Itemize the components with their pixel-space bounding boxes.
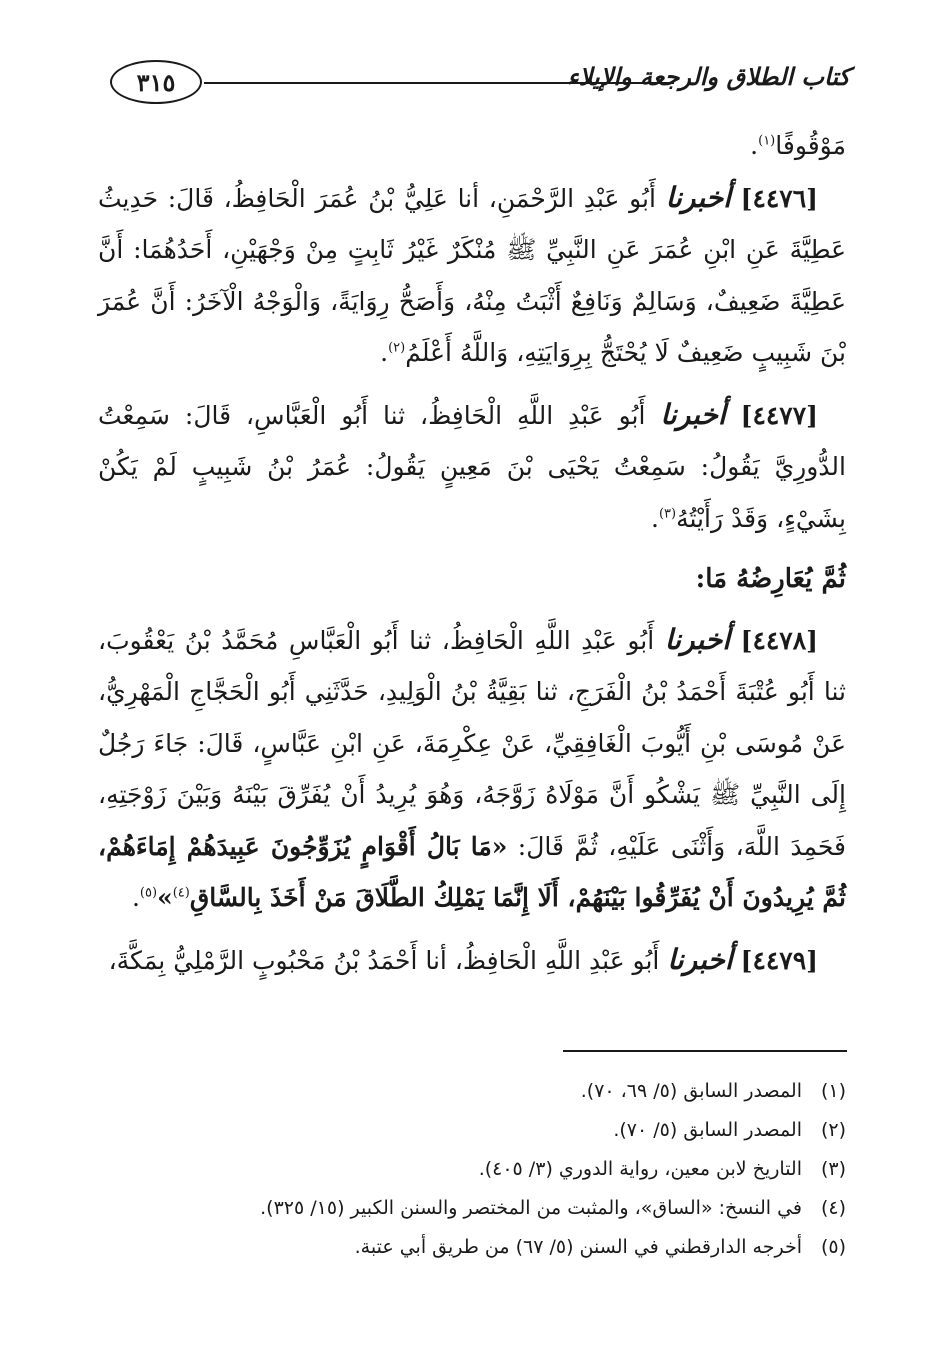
akhbarana-label: أخبرنا	[664, 622, 731, 656]
footnote-divider	[563, 1050, 847, 1052]
section-subheading: ثُمَّ يُعَارِضُهُ مَا:	[695, 564, 846, 594]
footnotes	[98, 1072, 846, 1267]
footnote-item	[98, 1072, 846, 1111]
akhbarana-label: أخبرنا	[660, 397, 726, 431]
hadith-number: [٤٤٧٨]	[740, 625, 819, 655]
footnote-text: التاريخ لابن معين، رواية الدوري (٣/ ٤٠٥).	[478, 1158, 802, 1180]
footnote-number: (٤)	[820, 1197, 846, 1219]
footnote-ref: (٣)	[658, 506, 677, 522]
akhbarana-label: أخبرنا	[665, 180, 731, 214]
hadith-4477: [٤٤٧٧] أخبرنا أَبُو عَبْدِ اللَّهِ الْحَافِظُ، ثنا أَبُو الْعَبَّاسِ، قَالَ: سَمِعْتُ الدُّورِيَّ يَقُولُ: سَمِعْتُ يَحْيَى بْنَ مَعِينٍ يَقُولُ: عُمَرُ بْنُ شَبِيبٍ لَمْ يَكُنْ بِشَيْءٍ، وَقَدْ رَأَيْتُهُ$^{(٣)}$.	[98, 397, 846, 533]
footnote-ref: (٢)	[388, 340, 406, 356]
book-title: كتاب الطلاق والرجعة والإيلاء	[567, 62, 850, 91]
hadith-text: أَبُو عَبْدِ اللَّهِ الْحَافِظُ، ثنا أَبُو الْعَبَّاسِ مُحَمَّدُ بْنُ يَعْقُوبَ، ثنا أَبُو عُتْبَةَ أَحْمَدُ بْنُ الْفَرَجِ، ثنا بَقِيَّةُ بْنُ الْوَلِيدِ، حَدَّثَنِي أَبُو الْحَجَّاجِ الْمَهْرِيُّ، عَنْ مُوسَى بْنِ أَيُّوبَ الْغَافِقِيِّ، عَنْ عِكْرِمَةَ، عَنِ ابْنِ عَبَّاسٍ، قَالَ: جَاءَ رَجُلٌ إِلَى النَّبِيِّ ﷺ يَشْكُو أَنَّ مَوْلَاهُ زَوَّجَهُ، وَهُوَ يُرِيدُ أَنْ يُفَرِّقَ بَيْنَهُ وَبَيْنَ زَوْجَتِهِ، فَحَمِدَ اللَّهَ، وَأَثْنَى عَلَيْهِ، ثُمَّ قَالَ:	[98, 625, 846, 861]
prophetic-quote: «مَا بَالُ أَقْوَامٍ يُزَوِّجُونَ عَبِيدَهُمْ إِمَاءَهُمْ، ثُمَّ يُرِيدُونَ أَنْ يُفَرِّقُوا بَيْنَهُمْ، أَلَا إِنَّمَا يَمْلِكُ الطَّلَاقَ مَنْ أَخَذَ بِالسَّاقِ	[98, 831, 846, 912]
hadith-number: [٤٤٧٦]	[740, 183, 818, 213]
footnote-item	[98, 1228, 846, 1267]
footnote-number: (١)	[820, 1080, 846, 1102]
footnote-item	[98, 1111, 846, 1150]
paragraph-continuation: مَوْقُوفًا$^{(١)}$.	[750, 131, 846, 160]
hadith-text: أَبُو عَبْدِ اللَّهِ الْحَافِظُ، أنا أَحْمَدُ بْنُ مَحْبُوبٍ الرَّمْلِيُّ بِمَكَّةَ،	[108, 945, 660, 975]
page-header	[110, 58, 850, 106]
footnote-text: المصدر السابق (٥/ ٦٩، ٧٠).	[580, 1080, 802, 1102]
hadith-text: أَبُو عَبْدِ اللَّهِ الْحَافِظُ، ثنا أَبُو الْعَبَّاسِ، قَالَ: سَمِعْتُ الدُّورِيَّ يَقُولُ: سَمِعْتُ يَحْيَى بْنَ مَعِينٍ يَقُولُ: عُمَرُ بْنُ شَبِيبٍ لَمْ يَكُنْ بِشَيْءٍ، وَقَدْ رَأَيْتُهُ	[98, 400, 846, 533]
hadith-text: أَبُو عَبْدِ الرَّحْمَنِ، أنا عَلِيُّ بْنُ عُمَرَ الْحَافِظُ، قَالَ: حَدِيثُ عَطِيَّةَ عَنِ ابْنِ عُمَرَ عَنِ النَّبِيِّ ﷺ مُنْكَرٌ غَيْرُ ثَابِتٍ مِنْ وَجْهَيْنِ، أَحَدُهُمَا: أَنَّ عَطِيَّةَ ضَعِيفٌ، وَسَالِمٌ وَنَافِعٌ أَثْبَتُ مِنْهُ، وَأَصَحُّ رِوَايَةً، وَالْوَجْهُ الْآخَرُ: أَنَّ عُمَرَ بْنَ شَبِيبٍ ضَعِيفٌ لَا يُحْتَجُّ بِرِوَايَتِهِ، وَاللَّهُ أَعْلَمُ	[98, 183, 846, 367]
hadith-number: [٤٤٧٧]	[740, 400, 819, 430]
footnote-ref: (٥)	[139, 885, 158, 901]
hadith-number: [٤٤٧٩]	[740, 945, 818, 975]
footnote-item	[98, 1189, 846, 1228]
hadith-4476: [٤٤٧٦] أخبرنا أَبُو عَبْدِ الرَّحْمَنِ، أنا عَلِيُّ بْنُ عُمَرَ الْحَافِظُ، قَالَ: حَدِيثُ عَطِيَّةَ عَنِ ابْنِ عُمَرَ عَنِ النَّبِيِّ ﷺ مُنْكَرٌ غَيْرُ ثَابِتٍ مِنْ وَجْهَيْنِ، أَحَدُهُمَا: أَنَّ عَطِيَّةَ ضَعِيفٌ، وَسَالِمٌ وَنَافِعٌ أَثْبَتُ مِنْهُ، وَأَصَحُّ رِوَايَةً، وَالْوَجْهُ الْآخَرُ: أَنَّ عُمَرَ بْنَ شَبِيبٍ ضَعِيفٌ لَا يُحْتَجُّ بِرِوَايَتِهِ، وَاللَّهُ أَعْلَمُ$^{(٢)}$.	[98, 180, 846, 367]
hadith-4478: [٤٤٧٨] أخبرنا أَبُو عَبْدِ اللَّهِ الْحَافِظُ، ثنا أَبُو الْعَبَّاسِ مُحَمَّدُ بْنُ يَعْقُوبَ، ثنا أَبُو عُتْبَةَ أَحْمَدُ بْنُ الْفَرَجِ، ثنا بَقِيَّةُ بْنُ الْوَلِيدِ، حَدَّثَنِي أَبُو الْحَجَّاجِ الْمَهْرِيُّ، عَنْ مُوسَى بْنِ أَيُّوبَ الْغَافِقِيِّ، عَنْ عِكْرِمَةَ، عَنِ ابْنِ عَبَّاسٍ، قَالَ: جَاءَ رَجُلٌ إِلَى النَّبِيِّ ﷺ يَشْكُو أَنَّ مَوْلَاهُ زَوَّجَهُ، وَهُوَ يُرِيدُ أَنْ يُفَرِّقَ بَيْنَهُ وَبَيْنَ زَوْجَتِهِ، فَحَمِدَ اللَّهَ، وَأَثْنَى عَلَيْهِ، ثُمَّ قَالَ: «مَا بَالُ أَقْوَامٍ يُزَوِّجُونَ عَبِيدَهُمْ إِمَاءَهُمْ، ثُمَّ يُرِيدُونَ أَنْ يُفَرِّقُوا بَيْنَهُمْ، أَلَا إِنَّمَا يَمْلِكُ الطَّلَاقَ مَنْ أَخَذَ بِالسَّاقِ$^{(٤)}$»$^{(٥)}$.	[98, 622, 846, 912]
paragraph-text: مَوْقُوفًا	[775, 131, 846, 160]
hadith-4479	[98, 934, 846, 987]
page-number: ٣١٥	[110, 60, 202, 104]
footnote-number: (٢)	[820, 1119, 846, 1141]
footnote-text: المصدر السابق (٥/ ٧٠).	[613, 1119, 802, 1141]
footnote-text: أخرجه الدارقطني في السنن (٥/ ٦٧) من طريق أبي عتبة.	[354, 1236, 802, 1258]
footnote-ref: (٤)	[172, 885, 190, 901]
footnote-number: (٣)	[820, 1158, 846, 1180]
footnote-text: في النسخ: «الساق»، والمثبت من المختصر والسنن الكبير (١٥/ ٣٢٥).	[260, 1197, 802, 1219]
footnote-item	[98, 1150, 846, 1189]
akhbarana-label: أخبرنا	[667, 942, 733, 976]
main-text	[98, 120, 846, 986]
footnote-ref: (١)	[758, 133, 776, 149]
footnote-number: (٥)	[820, 1236, 846, 1258]
